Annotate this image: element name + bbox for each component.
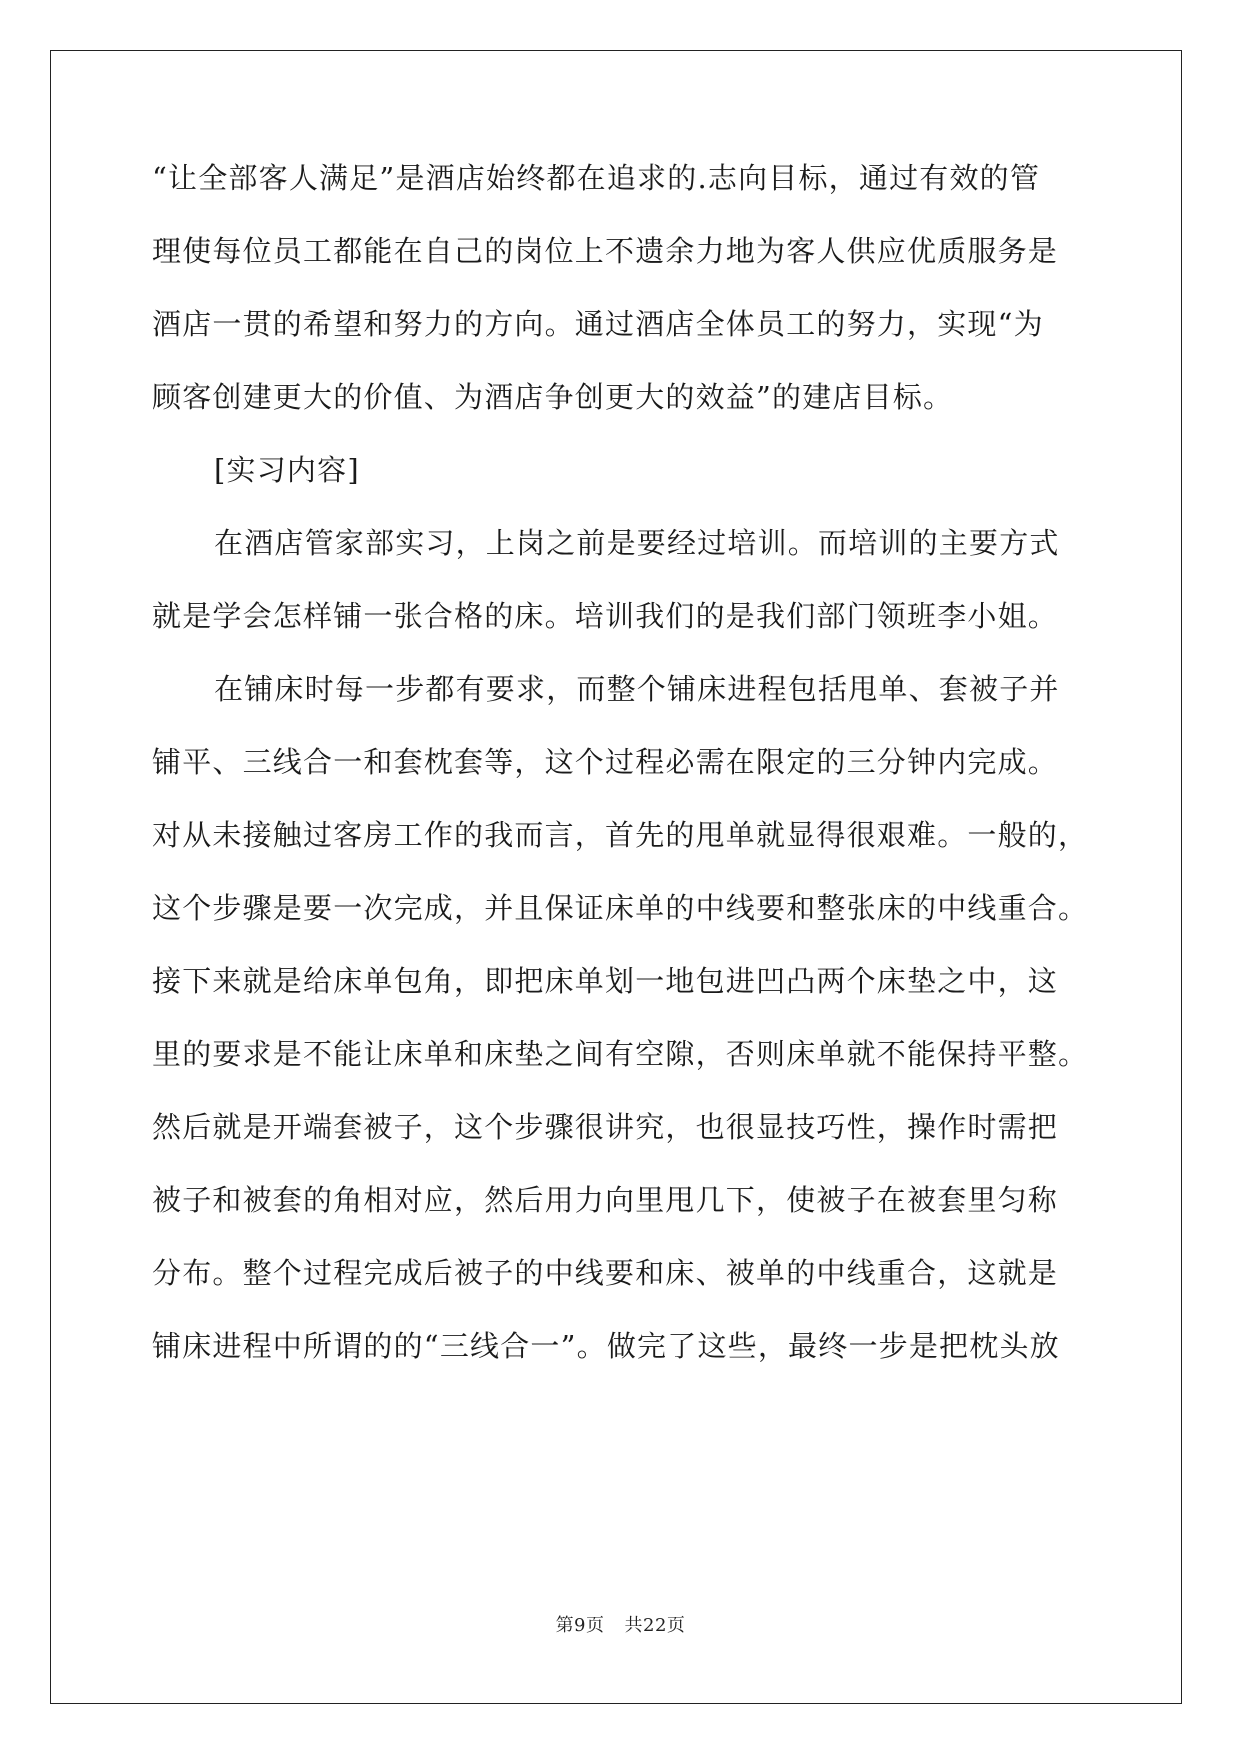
text-line-10: 对从未接触过客房工作的我而言，首先的甩单就显得很艰难。一般的， (152, 818, 1089, 852)
text-line-17: 铺床进程中所谓的的“三线合一”。做完了这些，最终一步是把枕头放 (152, 1329, 1060, 1363)
text-line-2: 理使每位员工都能在自己的岗位上不遗余力地为客人供应优质服务是 (152, 234, 1059, 268)
page-footer (0, 1614, 1241, 1638)
text-line-9: 铺平、三线合一和套枕套等，这个过程必需在限定的三分钟内完成。 (152, 745, 1059, 779)
page-border (50, 50, 1182, 1704)
text-line-16: 分布。整个过程完成后被子的中线要和床、被单的中线重合，这就是 (152, 1256, 1059, 1290)
text-line-15: 被子和被套的角相对应，然后用力向里甩几下，使被子在被套里匀称 (152, 1183, 1059, 1217)
text-line-12: 接下来就是给床单包角，即把床单划一地包进凹凸两个床垫之中，这 (152, 964, 1059, 998)
section-heading: [实习内容] (214, 453, 360, 487)
text-line-7: 就是学会怎样铺一张合格的床。培训我们的是我们部门领班李小姐。 (152, 599, 1059, 633)
text-line-8: 在铺床时每一步都有要求，而整个铺床进程包括甩单、套被子并 (214, 672, 1060, 706)
text-line-4: 顾客创建更大的价值、为酒店争创更大的效益”的建店目标。 (152, 380, 954, 414)
page-number: 第9页 (555, 1615, 605, 1636)
text-line-1: “让全部客人满足”是酒店始终都在追求的.志向目标，通过有效的管 (152, 161, 1041, 195)
text-line-11: 这个步骤是要一次完成，并且保证床单的中线要和整张床的中线重合。 (152, 891, 1089, 925)
text-line-14: 然后就是开端套被子，这个步骤很讲究，也很显技巧性，操作时需把 (152, 1110, 1059, 1144)
text-line-3: 酒店一贯的希望和努力的方向。通过酒店全体员工的努力，实现“为 (152, 307, 1044, 341)
text-line-13: 里的要求是不能让床单和床垫之间有空隙，否则床单就不能保持平整。 (152, 1037, 1089, 1071)
text-line-6: 在酒店管家部实习，上岗之前是要经过培训。而培训的主要方式 (214, 526, 1060, 560)
page-total: 共22页 (624, 1615, 686, 1636)
